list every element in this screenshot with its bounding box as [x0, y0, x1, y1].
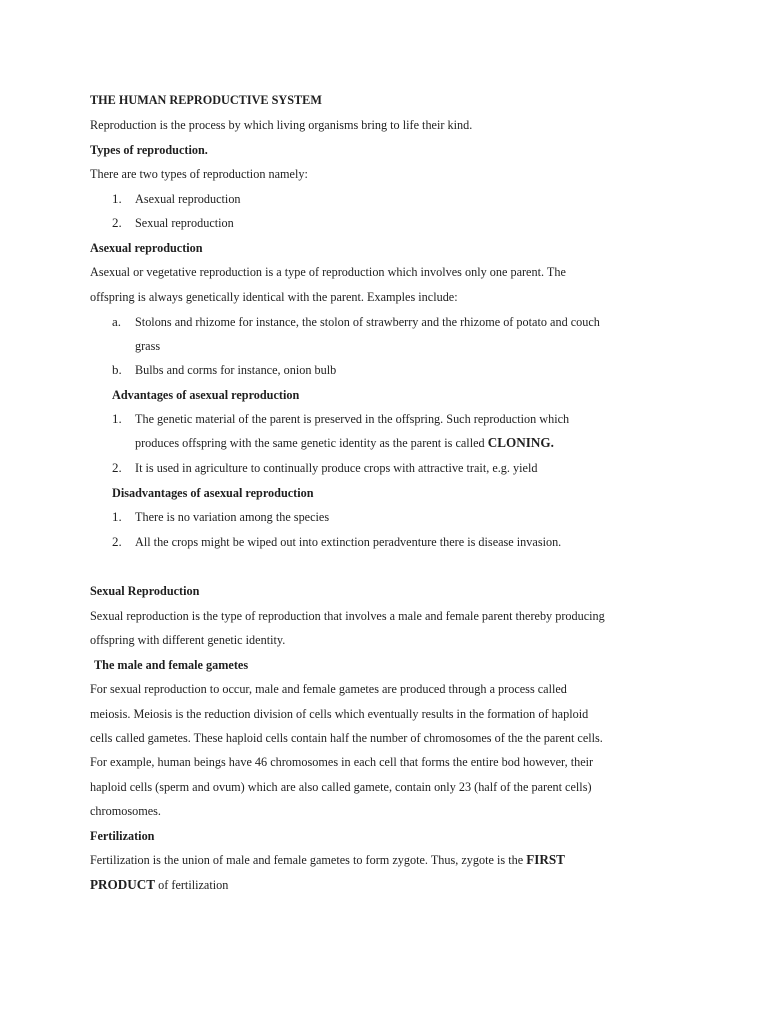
- advantage-marker: 1.: [112, 411, 122, 426]
- disadvantage-item-line: There is no variation among the species: [135, 509, 330, 524]
- asexual-paragraph-line: Asexual or vegetative reproduction is a type of reproduction which involves only one parent. The: [90, 264, 566, 279]
- disadvantages-heading: Disadvantages of asexual reproduction: [112, 485, 314, 500]
- types-list-item: Asexual reproduction: [135, 191, 241, 206]
- disadvantage-item-line: All the crops might be wiped out into extinction peradventure there is disease invasion.: [135, 534, 562, 549]
- sexual-paragraph-line: offspring with different genetic identity.: [90, 632, 286, 647]
- disadvantage-marker: 2.: [112, 534, 122, 549]
- types-text: There are two types of reproduction namely:: [90, 166, 308, 181]
- gametes-paragraph-line: chromosomes.: [90, 803, 161, 818]
- gametes-paragraph-line: For example, human beings have 46 chromosomes in each cell that forms the entire bod however, their: [90, 754, 594, 769]
- intro-paragraph: Reproduction is the process by which living organisms bring to life their kind.: [90, 117, 473, 132]
- sexual-paragraph-line: Sexual reproduction is the type of reproduction that involves a male and female parent thereby producing: [90, 608, 605, 623]
- example-item-line: Stolons and rhizome for instance, the stolon of strawberry and the rhizome of potato and couch: [135, 314, 600, 329]
- example-item-line: Bulbs and corms for instance, onion bulb: [135, 362, 337, 377]
- gametes-paragraph-line: meiosis. Meiosis is the reduction division of cells which eventually results in the formation of haploid: [90, 706, 589, 721]
- gametes-paragraph-line: haploid cells (sperm and ovum) which are also called gamete, contain only 23 (half of the parent cells): [90, 779, 592, 794]
- fertilization-text: of fertilization: [155, 877, 229, 892]
- page-title: THE HUMAN REPRODUCTIVE SYSTEM: [90, 92, 322, 107]
- asexual-heading: Asexual reproduction: [90, 240, 203, 255]
- example-marker: b.: [112, 362, 122, 377]
- types-list-marker: 1.: [112, 191, 122, 206]
- advantage-item-line: It is used in agriculture to continually produce crops with attractive trait, e.g. yield: [135, 460, 538, 475]
- advantage-marker: 2.: [112, 460, 122, 475]
- types-heading: Types of reproduction.: [90, 142, 208, 157]
- types-list-marker: 2.: [112, 215, 122, 230]
- cloning-term: CLONING.: [487, 436, 554, 451]
- advantage-item-line: [135, 435, 554, 452]
- gametes-paragraph-line: For sexual reproduction to occur, male and female gametes are produced through a process called: [90, 681, 567, 696]
- types-list-item: Sexual reproduction: [135, 215, 234, 230]
- advantages-heading: Advantages of asexual reproduction: [112, 387, 300, 402]
- example-marker: a.: [112, 314, 122, 329]
- fertilization-text: Fertilization is the union of male and female gametes to form zygote. Thus, zygote is the: [90, 852, 527, 867]
- gametes-paragraph-line: cells called gametes. These haploid cells contain half the number of chromosomes of the the parent cells.: [90, 730, 603, 745]
- fertilization-paragraph-line: [90, 852, 565, 869]
- fertilization-heading: Fertilization: [90, 828, 155, 843]
- sexual-heading: Sexual Reproduction: [90, 583, 200, 598]
- advantage-item-line: The genetic material of the parent is preserved in the offspring. Such reproduction which: [135, 411, 570, 426]
- product-term: PRODUCT: [90, 878, 156, 893]
- first-term: FIRST: [526, 853, 565, 868]
- advantage-text: produces offspring with the same genetic identity as the parent is called: [135, 435, 488, 450]
- gametes-heading: The male and female gametes: [94, 657, 249, 672]
- disadvantage-marker: 1.: [112, 509, 122, 524]
- example-item-line: grass: [135, 338, 161, 353]
- asexual-paragraph-line: offspring is always genetically identical with the parent. Examples include:: [90, 289, 458, 304]
- fertilization-paragraph-line: [90, 877, 228, 894]
